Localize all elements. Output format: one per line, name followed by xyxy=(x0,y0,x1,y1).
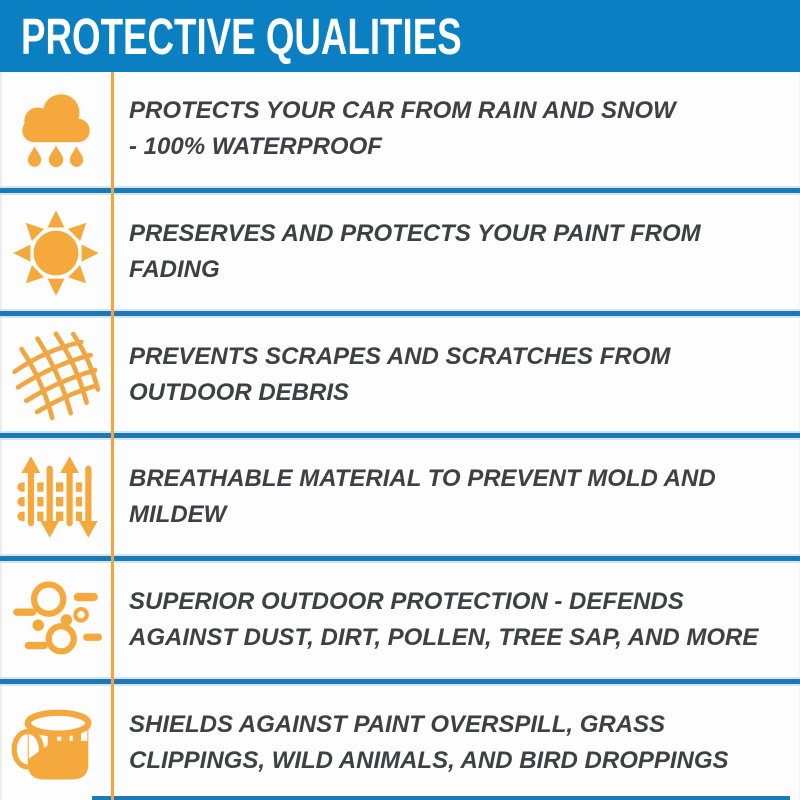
feature-line-1: SUPERIOR OUTDOOR PROTECTION - DEFENDS xyxy=(129,588,684,616)
feature-text xyxy=(112,461,722,533)
feature-line-2: MILDEW xyxy=(129,501,227,529)
row-divider xyxy=(0,431,800,440)
icon-cell xyxy=(0,450,112,544)
row-divider xyxy=(0,554,800,563)
row-divider xyxy=(0,186,800,195)
sun-icon xyxy=(8,204,104,300)
feature-line-2: - 100% WATERPROOF xyxy=(129,132,382,160)
icon-cell xyxy=(0,204,112,300)
feature-line-2: AGAINST DUST, DIRT, POLLEN, TREE SAP, AND MORE xyxy=(129,624,759,652)
feature-line-2: FADING xyxy=(129,255,220,283)
paint-bucket-icon xyxy=(9,696,103,790)
rain-cloud-icon xyxy=(10,83,102,175)
feature-text xyxy=(112,216,707,288)
feature-text xyxy=(112,339,676,411)
feature-line-1: SHIELDS AGAINST PAINT OVERSPILL, GRASS xyxy=(129,711,666,739)
row-divider xyxy=(0,309,800,318)
feature-text xyxy=(112,707,735,779)
bottom-partial-divider xyxy=(92,796,790,800)
vertical-orange-rule xyxy=(111,72,114,800)
feature-line-2: CLIPPINGS, WILD ANIMALS, AND BIRD DROPPINGS xyxy=(129,747,729,775)
page-title: PROTECTIVE QUALITIES xyxy=(21,7,462,65)
feature-row-scratch-protection xyxy=(0,318,800,432)
feature-text xyxy=(112,584,764,656)
protective-net-icon xyxy=(9,328,103,422)
feature-line-1: BREATHABLE MATERIAL TO PREVENT MOLD AND xyxy=(129,465,716,493)
feature-rows xyxy=(0,72,800,800)
breathable-fabric-icon xyxy=(9,450,103,544)
feature-line-1: PREVENTS SCRAPES AND SCRATCHES FROM xyxy=(129,342,671,370)
feature-line-2: OUTDOOR DEBRIS xyxy=(129,378,350,406)
header-bar xyxy=(0,0,800,72)
feature-line-1: PRESERVES AND PROTECTS YOUR PAINT FROM xyxy=(129,219,701,247)
icon-cell xyxy=(0,573,112,667)
dust-particles-icon xyxy=(9,573,103,667)
feature-row-spill-shield xyxy=(0,686,800,800)
feature-row-outdoor-protection xyxy=(0,563,800,677)
icon-cell xyxy=(0,83,112,175)
feature-text xyxy=(112,93,682,165)
row-divider xyxy=(0,677,800,686)
feature-line-1: PROTECTS YOUR CAR FROM RAIN AND SNOW xyxy=(129,96,676,124)
icon-cell xyxy=(0,696,112,790)
icon-cell xyxy=(0,328,112,422)
feature-row-breathable xyxy=(0,440,800,554)
feature-row-waterproof xyxy=(0,72,800,186)
feature-row-fade-protection xyxy=(0,195,800,309)
